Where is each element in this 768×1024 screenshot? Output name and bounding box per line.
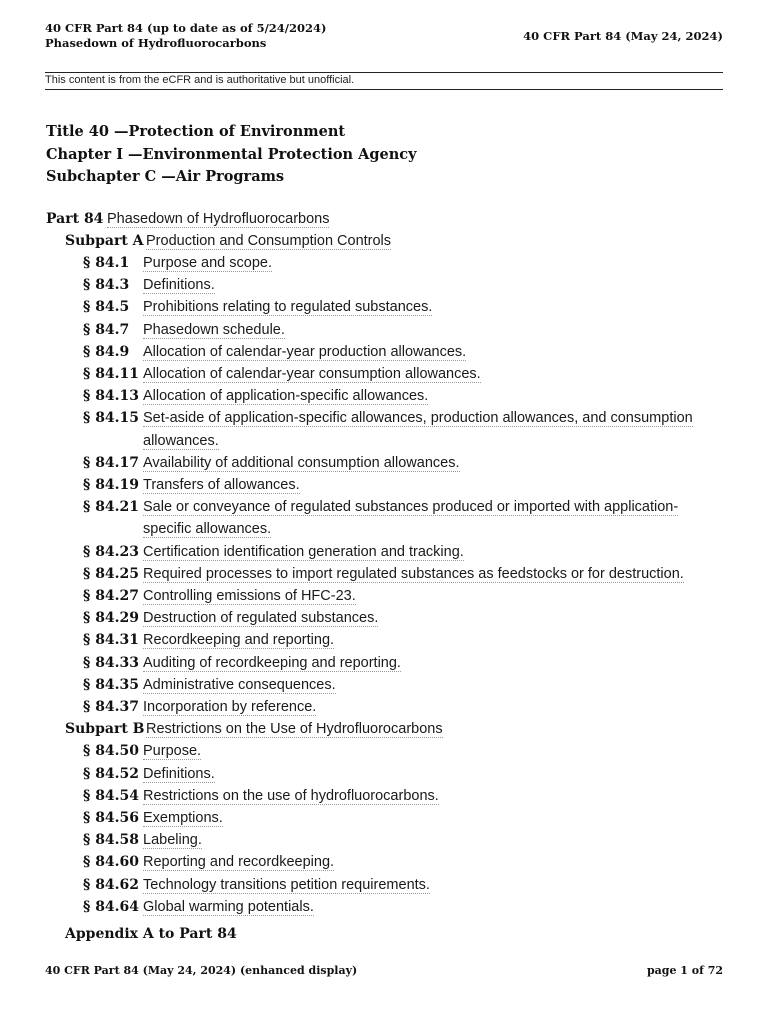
section-entry	[46, 563, 723, 585]
section-entry	[46, 496, 723, 540]
section-entry	[46, 252, 723, 274]
section-title-link[interactable]: Purpose.	[143, 743, 202, 760]
header-part-name: Phasedown of Hydrofluorocarbons	[45, 36, 267, 50]
section-title-link[interactable]: Technology transitions petition requirements.	[143, 876, 430, 893]
section-entry	[46, 541, 723, 563]
section-number: § 84.19	[83, 476, 140, 493]
section-number: § 84.29	[83, 610, 140, 627]
section-entry	[46, 896, 723, 918]
part-title-link[interactable]: Phasedown of Hydrofluorocarbons	[107, 210, 330, 227]
section-entry	[46, 319, 723, 341]
section-title-link[interactable]: Allocation of calendar-year production allowances.	[143, 343, 467, 360]
section-number: § 84.11	[83, 365, 140, 382]
section-entry	[46, 829, 723, 851]
section-title-link[interactable]: Set-aside of application-specific allowances, production allowances, and consumption allowances.	[143, 410, 693, 449]
section-title-link[interactable]: Phasedown schedule.	[143, 321, 285, 338]
section-number: § 84.21	[83, 499, 140, 516]
header-rule-top	[45, 72, 723, 73]
section-entry	[46, 385, 723, 407]
subpart-a-section-list	[46, 252, 723, 718]
section-entry	[46, 452, 723, 474]
section-title-link[interactable]: Auditing of recordkeeping and reporting.	[143, 654, 401, 671]
section-title-link[interactable]: Reporting and recordkeeping.	[143, 854, 335, 871]
page-header-left	[45, 21, 326, 51]
section-entry	[46, 874, 723, 896]
section-title-link[interactable]: Recordkeeping and reporting.	[143, 632, 335, 649]
section-number: § 84.58	[83, 832, 140, 849]
section-entry	[46, 585, 723, 607]
section-title-link[interactable]: Restrictions on the use of hydrofluorocarbons.	[143, 787, 439, 804]
part-entry	[46, 208, 723, 230]
section-title-link[interactable]: Purpose and scope.	[143, 254, 272, 271]
section-number: § 84.7	[83, 321, 130, 338]
subpart-a-title-link[interactable]: Production and Consumption Controls	[146, 232, 392, 249]
section-number: § 84.27	[83, 587, 140, 604]
section-entry	[46, 296, 723, 318]
section-title-link[interactable]: Allocation of application-specific allowances.	[143, 388, 429, 405]
part-label: Part 84	[46, 210, 104, 227]
footer-page-number: page 1 of 72	[646, 964, 723, 977]
section-title-link[interactable]: Prohibitions relating to regulated substances.	[143, 299, 433, 316]
section-title-link[interactable]: Allocation of calendar-year consumption allowances.	[143, 365, 481, 382]
header-rule-bottom	[45, 89, 723, 90]
section-number: § 84.3	[83, 277, 130, 294]
section-title-link[interactable]: Controlling emissions of HFC-23.	[143, 587, 356, 604]
section-title-link[interactable]: Required processes to import regulated substances as feedstocks or for destruction.	[143, 565, 684, 582]
section-number: § 84.50	[83, 743, 140, 760]
section-title-link[interactable]: Exemptions.	[143, 809, 223, 826]
section-entry	[46, 274, 723, 296]
section-entry	[46, 674, 723, 696]
section-number: § 84.31	[83, 632, 140, 649]
section-entry	[46, 607, 723, 629]
section-number: § 84.62	[83, 876, 140, 893]
section-title-link[interactable]: Definitions.	[143, 277, 215, 294]
section-number: § 84.5	[83, 299, 130, 316]
section-number: § 84.35	[83, 676, 140, 693]
subpart-label: Subpart B	[65, 721, 145, 738]
section-title-link[interactable]: Labeling.	[143, 832, 202, 849]
section-entry	[46, 341, 723, 363]
section-entry	[46, 696, 723, 718]
table-of-contents	[46, 121, 723, 944]
section-entry	[46, 807, 723, 829]
section-number: § 84.1	[83, 254, 130, 271]
section-entry	[46, 407, 723, 451]
section-title-link[interactable]: Availability of additional consumption allowances.	[143, 454, 460, 471]
section-title-link[interactable]: Destruction of regulated substances.	[143, 610, 379, 627]
section-title-link[interactable]: Administrative consequences.	[143, 676, 336, 693]
section-title-link[interactable]: Definitions.	[143, 765, 215, 782]
subchapter-heading: Subchapter C —Air Programs	[46, 168, 285, 185]
section-number: § 84.64	[83, 898, 140, 915]
section-title-link[interactable]: Sale or conveyance of regulated substances produced or imported with application-specific allowances.	[143, 499, 679, 538]
section-number: § 84.60	[83, 854, 140, 871]
section-entry	[46, 629, 723, 651]
section-number: § 84.15	[83, 410, 140, 427]
section-number: § 84.33	[83, 654, 140, 671]
subpart-b-title-link[interactable]: Restrictions on the Use of Hydrofluorocarbons	[146, 721, 443, 738]
section-entry	[46, 652, 723, 674]
section-number: § 84.23	[83, 543, 140, 560]
section-entry	[46, 785, 723, 807]
subpart-b-entry	[46, 718, 723, 740]
authority-notice: This content is from the eCFR and is authoritative but unofficial.	[45, 74, 355, 86]
section-number: § 84.52	[83, 765, 140, 782]
chapter-heading: Chapter I —Environmental Protection Agency	[46, 145, 417, 163]
section-title-link[interactable]: Incorporation by reference.	[143, 698, 317, 715]
header-doc-title: 40 CFR Part 84 (up to date as of 5/24/2024)	[45, 21, 327, 35]
section-entry	[46, 851, 723, 873]
footer-doc-title: 40 CFR Part 84 (May 24, 2024) (enhanced display)	[45, 964, 358, 977]
section-title-link[interactable]: Certification identification generation and tracking.	[143, 543, 464, 560]
section-title-link[interactable]: Transfers of allowances.	[143, 476, 300, 493]
section-number: § 84.9	[83, 343, 130, 360]
section-number: § 84.17	[83, 454, 140, 471]
section-number: § 84.13	[83, 388, 140, 405]
section-entry	[46, 474, 723, 496]
section-number: § 84.37	[83, 698, 140, 715]
section-entry	[46, 763, 723, 785]
section-number: § 84.54	[83, 787, 140, 804]
subpart-a-entry	[46, 230, 723, 252]
title-heading: Title 40 —Protection of Environment	[46, 123, 346, 140]
subpart-label: Subpart A	[65, 232, 144, 249]
section-entry	[46, 363, 723, 385]
section-title-link[interactable]: Global warming potentials.	[143, 898, 314, 915]
section-entry	[46, 740, 723, 762]
header-doc-date: 40 CFR Part 84 (May 24, 2024)	[523, 29, 723, 43]
subpart-b-section-list	[46, 740, 723, 918]
appendix-heading[interactable]: Appendix A to Part 84	[65, 926, 237, 942]
section-number: § 84.25	[83, 565, 140, 582]
section-number: § 84.56	[83, 809, 140, 826]
